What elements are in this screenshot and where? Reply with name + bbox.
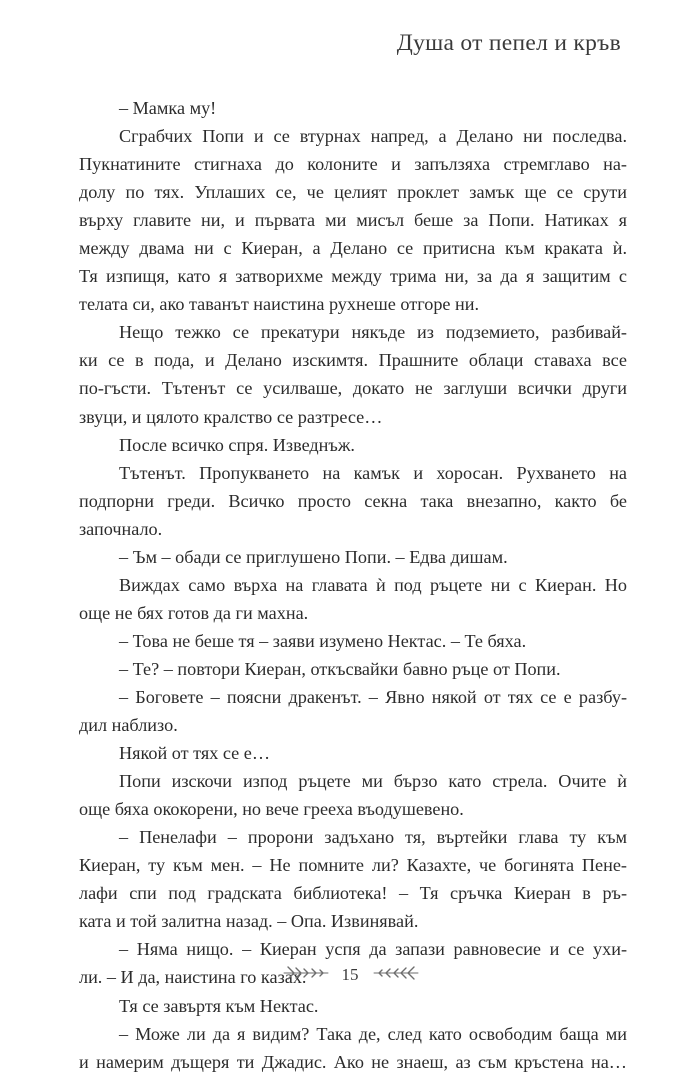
text-line: Попи изскочи изпод ръцете ми бързо като стрела. Очите ѝ [119,771,627,792]
text-line: Пукнатините стигнаха до колоните и запълзяха стремглаво на- [79,154,627,175]
ornament-right-icon [372,965,420,981]
text-line: Тя се завъртя към Нектас. [119,995,319,1016]
text-line: – Ъм – обади се приглушено Попи. – Едва дишам. [119,546,508,567]
text-line: Сграбчих Попи и се втурнах напред, а Делано ни последва. [119,126,627,147]
text-line: – Те? – повтори Киеран, откъсвайки бавно ръце от Попи. [119,658,561,679]
text-line: Виждах само върха на главата ѝ под ръцете ни с Киеран. Но [119,574,627,595]
text-line: звуци, и цялото кралство се разтресе… [79,406,383,427]
text-line: После всичко спря. Изведнъж. [119,434,355,455]
text-line: Тя изпищя, като я затворихме между трима ни, за да я защитим с [79,266,627,287]
text-line: Нещо тежко се прекатури някъде из подземието, разбивай- [119,322,627,343]
text-line: – Може ли да я видим? Така де, след като освободим баща ми [119,1023,627,1044]
text-line: лафи спи под градската библиотека! – Тя сръчка Киеран в ръ- [79,883,627,904]
text-line: – Боговете – поясни дракенът. – Явно някой от тях се е разбу- [119,686,627,707]
text-line: долу по тях. Уплаших се, че целият проклет замък ще се срути [79,182,627,203]
text-line: телата си, ако таванът наистина рухнеше отгоре ни. [79,294,480,315]
text-line: и намерим дъщеря ти Джадис. Ако не знаеш, аз съм кръстена на… [79,1051,627,1072]
text-line: Тътенът. Пропукването на камък и хоросан. Рухването на [119,462,627,483]
text-line: ки се в пода, и Делано изскимтя. Прашните облаци ставаха все [79,350,627,371]
text-line: Киеран, ту към мен. – Не помните ли? Казахте, че богинята Пене- [79,855,627,876]
text-line: ката и той залитна назад. – Опа. Извинявай. [79,911,419,932]
text-line: – Няма нищо. – Киеран успя да запази равновесие и се ухи- [119,939,627,960]
page-footer [0,963,700,989]
page-number: 15 [341,965,359,984]
text-line: дил наблизо. [79,715,178,736]
running-head-title: Душа от пепел и кръв [396,30,621,56]
text-line: – Това не беше тя – заяви изумено Нектас. – Те бяха. [119,630,527,651]
text-line: по-гъсти. Тътенът се усилваше, докато не заглуши всички други [79,378,627,399]
text-line: още бяха ококорени, но вече грееха въодушевено. [79,799,464,820]
text-line: – Мамка му! [119,98,217,118]
text-line: върху главите ни, и първата ми мисъл беше за Попи. Натиках я [79,210,627,231]
text-line: ли. – И да, наистина го казах. [79,967,307,988]
text-line: между двама ни с Киеран, а Делано се притисна към краката ѝ. [79,238,627,259]
body-text [79,94,627,1076]
text-line: подпорни греди. Всичко просто секна така внезапно, както бе [79,490,627,511]
text-line: още не бях готов да ги махна. [79,602,309,623]
text-line: започнало. [79,518,163,539]
text-line: Някой от тях се е… [119,743,271,764]
text-line: – Пенелафи – пророни задъхано тя, въртейки глава ту към [119,827,627,848]
